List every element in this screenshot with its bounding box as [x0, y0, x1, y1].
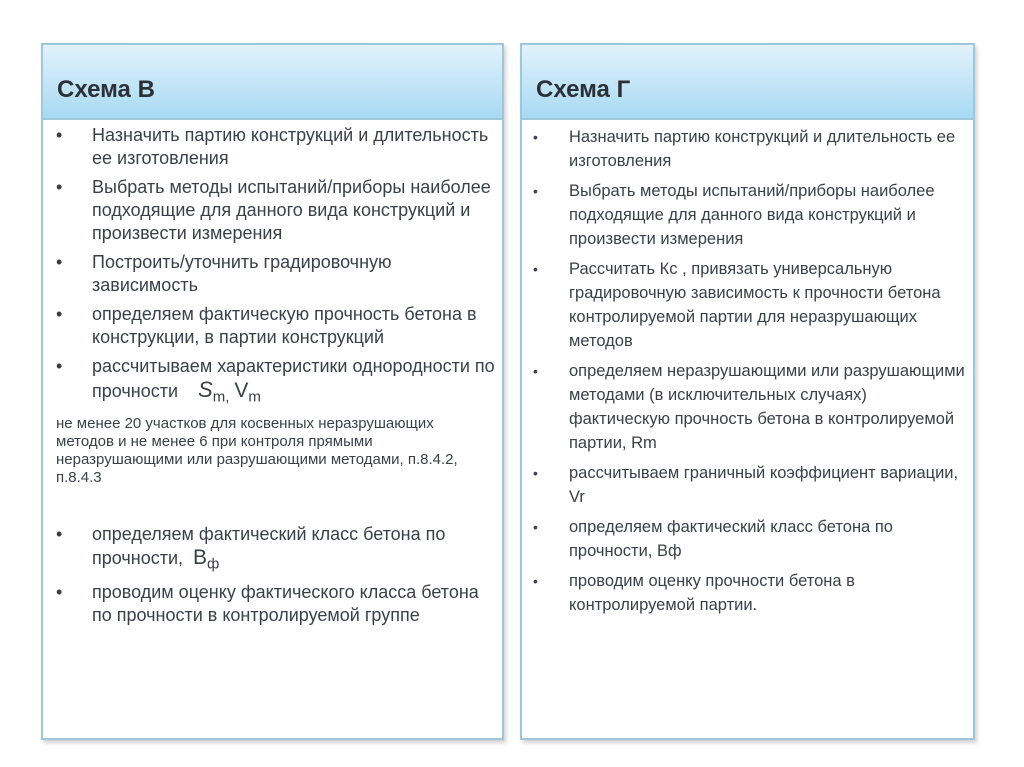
- sample-size-note: не менее 20 участков для косвенных неразрушающих методов и не менее 6 при контроля прямыми неразрушающими или разрушающими методами, п.8.4.2, п.8.4.3: [56, 414, 458, 486]
- scheme-v-list: [43, 124, 496, 409]
- bullet-icon: •: [533, 183, 538, 199]
- list-item-text: рассчитываем граничный коэффициент вариации, Vr: [569, 464, 959, 506]
- list-item-text: определяем фактический класс бетона по прочности, Вф: [569, 518, 893, 560]
- b-subscript: ф: [207, 555, 220, 573]
- list-item: [43, 124, 496, 170]
- scheme-v-list-continued: [43, 523, 496, 628]
- list-item-text: проводим оценку фактического класса бетона по прочности в контролируемой группе: [92, 582, 479, 626]
- list-item: [43, 303, 496, 349]
- list-item: [522, 359, 967, 455]
- scheme-g-title: Схема Г: [536, 76, 631, 103]
- v-symbol: V: [234, 379, 249, 402]
- list-item-text: Назначить партию конструкций и длительность ее изготовления: [92, 125, 489, 168]
- list-item: [43, 176, 496, 245]
- bullet-icon: •: [56, 252, 63, 272]
- v-subscript: m: [248, 388, 261, 406]
- scheme-v-body: [43, 120, 502, 633]
- list-item-text: Выбрать методы испытаний/приборы наиболее подходящие для данного вида конструкций и произвести измерения: [569, 182, 935, 248]
- scheme-g-header: [522, 45, 973, 120]
- scheme-v-header: [43, 45, 502, 120]
- bullet-icon: •: [533, 465, 538, 481]
- bullet-icon: •: [533, 129, 538, 145]
- bullet-icon: •: [56, 177, 63, 197]
- b-symbol: В: [193, 545, 208, 569]
- list-item: [43, 581, 496, 627]
- uniformity-label: рассчитываем характеристики однородности по прочности: [92, 356, 495, 401]
- bullet-icon: •: [533, 519, 538, 535]
- bullet-icon: •: [56, 582, 63, 603]
- list-item-text: Выбрать методы испытаний/приборы наиболее подходящие для данного вида конструкций и произвести измерения: [92, 177, 491, 243]
- s-symbol: S: [198, 377, 213, 402]
- list-item: [522, 179, 967, 251]
- list-item: [522, 461, 967, 509]
- scheme-g-body: [522, 120, 973, 623]
- s-subscript: m,: [212, 388, 230, 406]
- scheme-g-panel: [520, 43, 975, 740]
- bullet-icon: •: [56, 125, 63, 145]
- list-item-text: Построить/уточнить градировочную зависимость: [92, 252, 392, 295]
- list-item: [43, 251, 496, 297]
- scheme-g-list: [522, 125, 967, 617]
- list-item-uniformity: [43, 355, 496, 409]
- class-text: [92, 523, 496, 576]
- scheme-v-panel: [41, 43, 504, 740]
- list-item-text: определяем неразрушающими или разрушающими методами (в исключительных случаях) фактическую прочность бетона в контролируемой партии, Rm: [569, 362, 965, 452]
- bullet-icon: •: [533, 261, 538, 277]
- list-item-class: [43, 523, 496, 576]
- list-item-text: определяем фактическую прочность бетона в конструкции, в партии конструкций: [92, 304, 477, 347]
- bullet-icon: •: [56, 304, 63, 324]
- list-item: [522, 125, 967, 173]
- list-item: [522, 515, 967, 563]
- bullet-icon: •: [56, 523, 63, 544]
- uniformity-text: [92, 355, 496, 409]
- list-item-text: Назначить партию конструкций и длительность ее изготовления: [569, 128, 956, 170]
- scheme-v-title: Схема В: [57, 76, 155, 103]
- bullet-icon: •: [533, 363, 538, 379]
- list-item-text: проводим оценку прочности бетона в контролируемой партии.: [569, 572, 855, 614]
- list-item-text: Рассчитать Кс , привязать универсальную градировочную зависимость к прочности бетона контролируемой партии для неразрушающих методов: [569, 260, 941, 350]
- list-item: [522, 569, 967, 617]
- bullet-icon: •: [533, 573, 538, 589]
- class-label: определяем фактический класс бетона по прочности,: [92, 523, 446, 568]
- bullet-icon: •: [56, 356, 63, 376]
- list-item: [522, 257, 967, 353]
